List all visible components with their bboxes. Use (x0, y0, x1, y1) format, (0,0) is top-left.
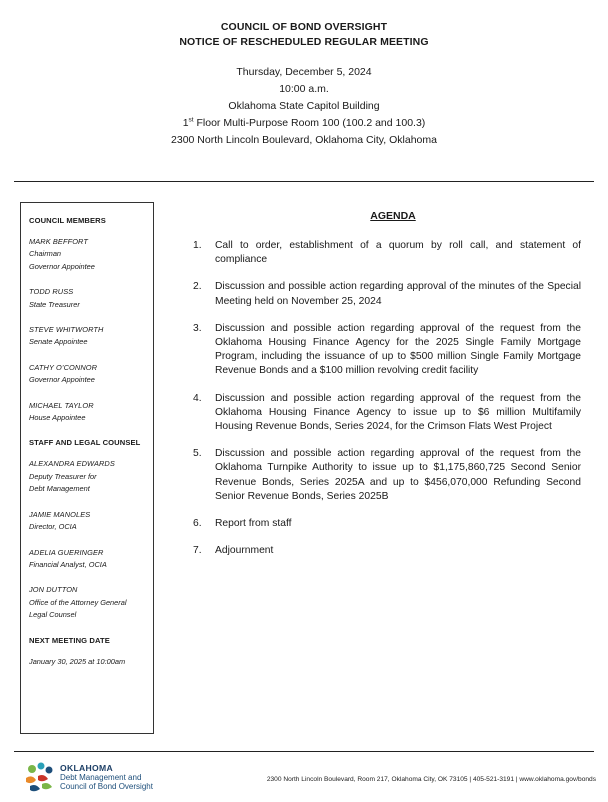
agenda-item-number: 2. (193, 281, 202, 293)
agenda-item-number: 6. (193, 518, 202, 530)
agenda-item-text: Discussion and possible action regarding approval of the request from the Oklahoma Turnpike Authority to issue up to $1,175,860,725 Second Senior Revenue Bonds, Series 2025A and up to $456,070,000 Refunding Second Senior Revenue Bonds, Series 2025B (215, 448, 581, 502)
logo-line3: Council of Bond Oversight (60, 782, 153, 792)
staff-heading: STAFF AND LEGAL COUNSEL (29, 438, 141, 448)
room-floor-suffix: st (188, 116, 194, 124)
next-meeting-date: January 30, 2025 at 10:00am (29, 656, 126, 666)
agenda-list (193, 239, 581, 558)
agenda-item-text: Discussion and possible action regarding approval of the request from the Oklahoma Housing Finance Agency to issue up to $6 million Multifamily Housing Revenue Bonds, Series 2024, for the Crimson Flats West Project (215, 392, 581, 433)
agenda-item-number: 5. (193, 448, 202, 460)
council-member-name: TODD RUSS (29, 287, 74, 297)
agenda-item (193, 517, 581, 531)
council-member-name: MICHAEL TAYLOR (29, 400, 94, 410)
agenda-item (193, 239, 581, 267)
council-members-heading: COUNCIL MEMBERS (29, 216, 106, 225)
staff-member-entry (29, 509, 145, 534)
logo-text (60, 764, 153, 792)
council-member-entry (29, 324, 145, 349)
agenda-item (193, 544, 581, 558)
notice-header (0, 20, 608, 149)
council-member-role: Governor Appointee (29, 261, 95, 271)
council-member-name: STEVE WHITWORTH (29, 325, 104, 335)
sidebar-panel (20, 202, 154, 734)
agenda-item (193, 280, 581, 308)
agenda-title: AGENDA (370, 210, 416, 222)
staff-member-entry (29, 458, 145, 495)
council-member-name: MARK BEFFORT (29, 237, 88, 246)
meeting-building: Oklahoma State Capitol Building (228, 100, 380, 112)
staff-member-name: JAMIE MANOLES (29, 509, 91, 519)
next-meeting-heading: NEXT MEETING DATE (29, 635, 110, 645)
agenda-item (193, 447, 581, 504)
staff-member-role: Legal Counsel (29, 610, 77, 620)
council-members-list (29, 236, 145, 424)
staff-member-name: JON DUTTON (29, 585, 78, 595)
council-member-role: Chairman (29, 249, 62, 259)
agenda-item-text: Discussion and possible action regarding approval of the minutes of the Special Meeting held on November 25, 2024 (215, 281, 581, 307)
staff-member-name: ALEXANDRA EDWARDS (29, 459, 115, 469)
staff-member-role: Director, OCIA (29, 522, 77, 532)
meeting-room (0, 115, 608, 132)
agenda-item (193, 392, 581, 435)
council-member-entry (29, 286, 145, 311)
agenda-item-number: 1. (193, 240, 202, 251)
room-rest: Floor Multi-Purpose Room 100 (100.2 and 100.3) (193, 117, 426, 129)
staff-member-role: Office of the Attorney General (29, 597, 127, 607)
footer-contact: 2300 North Lincoln Boulevard, Room 217, Oklahoma City, OK 73105 | 405-521-3191 | www.oklahoma.gov/bonds (266, 776, 596, 783)
logo-name: OKLAHOMA (60, 763, 114, 773)
council-member-role: House Appointee (29, 413, 86, 423)
footer-divider (14, 751, 594, 752)
council-member-role: Governor Appointee (29, 375, 95, 385)
room-floor: 1 (182, 117, 189, 129)
staff-member-name: ADELIA GUERINGER (29, 547, 104, 557)
agenda-item-number: 4. (193, 392, 202, 404)
agenda-item-text: Report from staff (215, 518, 292, 530)
staff-member-role: Financial Analyst, OCIA (29, 559, 107, 569)
council-member-entry (29, 400, 145, 425)
staff-member-entry (29, 547, 145, 572)
meeting-time: 10:00 a.m. (279, 83, 329, 95)
staff-member-role: Debt Management (29, 484, 90, 494)
council-member-entry (29, 362, 145, 387)
council-member-role: Senate Appointee (29, 337, 88, 347)
logo-line2: Debt Management and (60, 773, 142, 783)
meeting-date: Thursday, December 5, 2024 (236, 66, 372, 78)
agenda-item-text: Call to order, establishment of a quorum by roll call, and statement of compliance (215, 240, 581, 266)
agenda-item-text: Adjournment (215, 545, 274, 557)
meeting-address: 2300 North Lincoln Boulevard, Oklahoma City, Oklahoma (171, 134, 437, 146)
agenda-item-number: 3. (193, 322, 202, 334)
staff-list (29, 458, 145, 621)
agenda-section (193, 210, 581, 571)
notice-title: NOTICE OF RESCHEDULED REGULAR MEETING (179, 36, 429, 48)
header-divider (14, 181, 594, 182)
council-member-role: State Treasurer (29, 299, 80, 309)
council-member-name: CATHY O’CONNOR (29, 362, 98, 372)
meeting-details (0, 64, 608, 149)
oklahoma-state-logo-icon (22, 760, 58, 796)
agenda-item (193, 322, 581, 379)
agenda-item-text: Discussion and possible action regarding approval of the request from the Oklahoma Housing Finance Agency for the 2025 Single Family Mortgage Program, including the issuance of up to $500 million Single Family Mortgage Revenue Bonds and a $100 million revolving credit facility (215, 322, 581, 377)
footer (22, 760, 596, 798)
council-member-entry (29, 236, 145, 273)
staff-member-entry (29, 584, 145, 621)
agenda-item-number: 7. (193, 545, 202, 557)
council-title: COUNCIL OF BOND OVERSIGHT (220, 21, 388, 33)
staff-member-role: Deputy Treasurer for (29, 471, 97, 481)
